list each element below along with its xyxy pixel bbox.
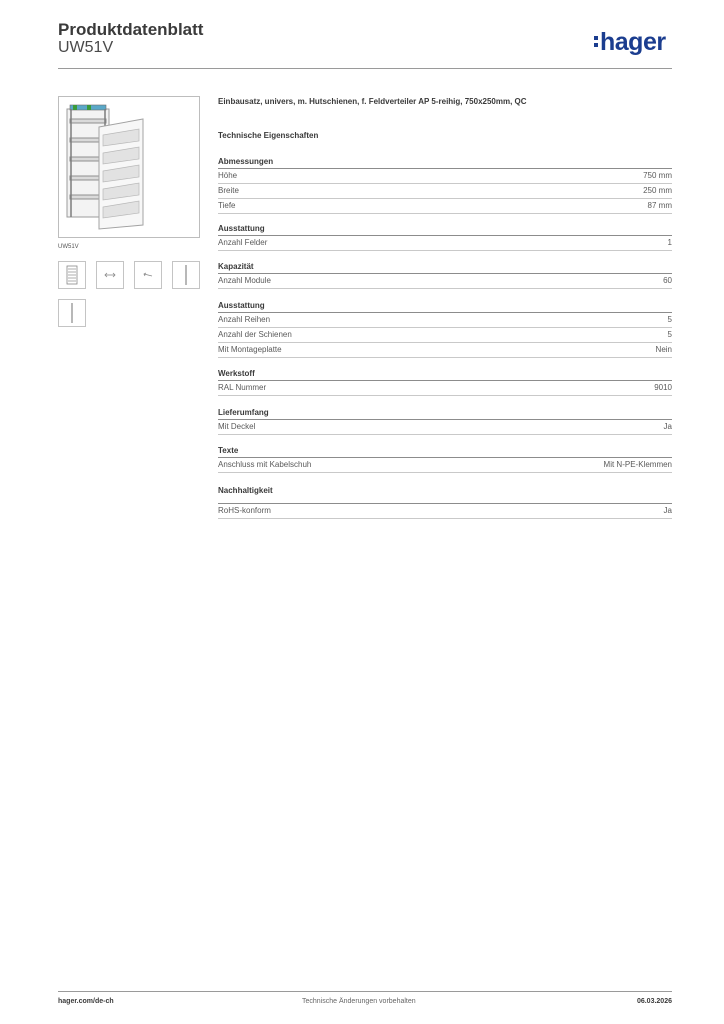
footer-disclaimer: Technische Änderungen vorbehalten [302,998,416,1005]
property-label: Mit Deckel [218,422,256,431]
property-value: 250 mm [643,186,672,195]
property-value: Ja [663,506,672,515]
group-kapazitaet [218,260,672,289]
property-value: 5 [667,330,672,339]
product-description: Einbausatz, univers, m. Hutschienen, f. Feldverteiler AP 5-reihig, 750x250mm, QC [218,97,527,106]
enclosure-kit-illustration [59,97,199,237]
depth-dimension-thumbnail[interactable] [134,261,162,289]
table-row [218,199,672,214]
group-werkstoff [218,367,672,396]
page-title: Produktdatenblatt [58,20,204,39]
table-row [218,458,672,473]
property-label: Anzahl Felder [218,238,268,247]
front-view-thumbnail[interactable] [58,261,86,289]
property-label: Tiefe [218,201,236,210]
property-value: Ja [663,422,672,431]
logo-colon-icon [594,35,599,51]
group-title: Ausstattung [218,299,672,313]
width-dimension-thumbnail[interactable] [96,261,124,289]
group-ausstattung-reihen [218,299,672,358]
property-value: 87 mm [647,201,672,210]
property-value: 5 [667,315,672,324]
group-abmessungen [218,155,672,214]
front-view-icon [65,265,79,285]
table-row [218,420,672,435]
property-label: Mit Montageplatte [218,345,282,354]
footer-website-link[interactable]: hager.com/de-ch [58,998,114,1005]
property-value: 1 [667,238,672,247]
group-title: Nachhaltigkeit [218,484,672,504]
product-image[interactable] [58,96,200,238]
property-label: Anzahl Reihen [218,315,271,324]
table-row [218,313,672,328]
rail-thumbnail[interactable] [58,299,86,327]
table-row [218,343,672,358]
property-label: RAL Nummer [218,383,267,392]
group-ausstattung-felder [218,222,672,251]
group-title: Lieferumfang [218,406,672,420]
table-row [218,274,672,289]
product-code: UW51V [58,39,114,56]
table-row [218,381,672,396]
property-label: Anzahl Module [218,276,271,285]
width-arrow-icon [100,270,120,280]
group-texte [218,444,672,473]
table-row [218,236,672,251]
property-value: Nein [655,345,672,354]
footer-date: 06.03.2026 [636,998,672,1005]
property-value: 9010 [654,383,672,392]
property-label: Anzahl der Schienen [218,330,292,339]
hager-logo [594,28,666,57]
side-view-thumbnail[interactable] [172,261,200,289]
table-row [218,184,672,199]
property-label: Höhe [218,171,238,180]
property-label: Anschluss mit Kabelschuh [218,460,312,469]
group-lieferumfang [218,406,672,435]
property-value: 750 mm [643,171,672,180]
image-caption: UW51V [58,244,79,250]
property-value: 60 [663,276,672,285]
depth-arrow-icon [138,270,158,280]
table-row [218,504,672,519]
table-row [218,169,672,184]
rail-icon [67,302,77,324]
footer-divider [58,991,672,992]
technical-properties-heading: Technische Eigenschaften [218,131,319,140]
group-title: Werkstoff [218,367,672,381]
property-value: Mit N-PE-Klemmen [603,460,672,469]
side-view-icon [181,264,191,286]
logo-text: hager [600,28,666,56]
group-title: Kapazität [218,260,672,274]
property-label: Breite [218,186,239,195]
header-divider [58,68,672,69]
table-row [218,328,672,343]
group-title: Ausstattung [218,222,672,236]
group-nachhaltigkeit [218,484,672,519]
property-label: RoHS-konform [218,506,271,515]
group-title: Texte [218,444,672,458]
group-title: Abmessungen [218,155,672,169]
